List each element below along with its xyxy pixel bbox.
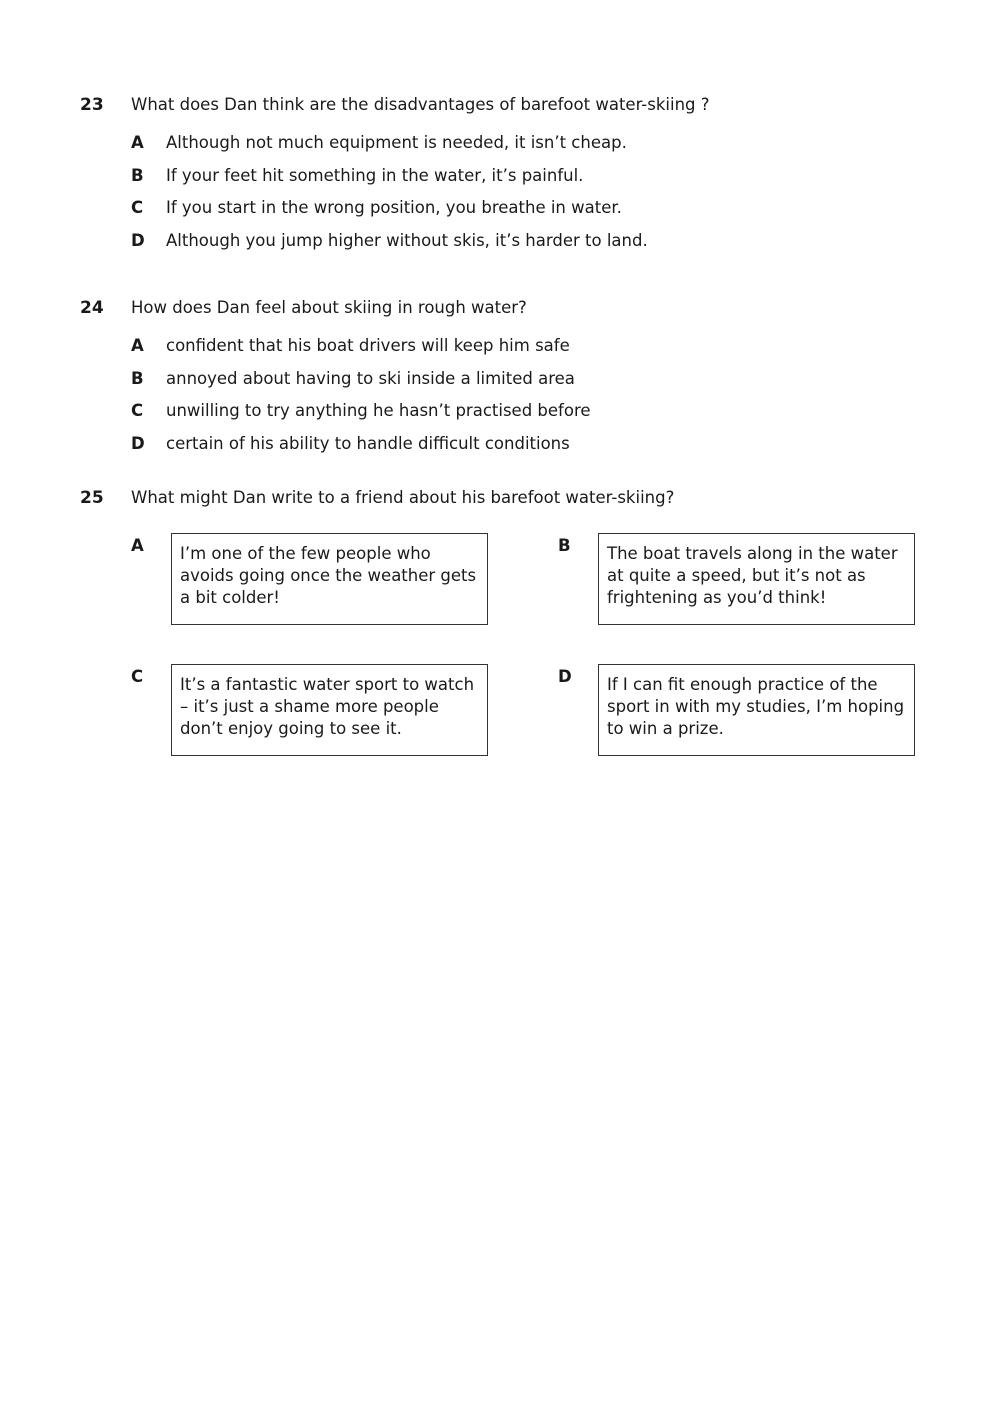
quote-line: avoids going once the weather gets <box>180 566 477 585</box>
option-text: If you start in the wrong position, you breathe in water. <box>166 198 622 217</box>
option-text: annoyed about having to ski inside a limited area <box>166 368 575 388</box>
question-text: What might Dan write to a friend about his barefoot water-skiing? <box>131 488 675 507</box>
option-text: confident that his boat drivers will keep him safe <box>166 336 570 355</box>
option-letter: B <box>558 536 571 555</box>
option-d[interactable] <box>80 431 960 464</box>
question-23 <box>80 92 960 260</box>
option-c[interactable] <box>80 195 960 228</box>
quote-line: sport in with my studies, I’m hoping <box>607 697 905 716</box>
option-letter: C <box>131 667 144 686</box>
option-letter: A <box>131 133 144 152</box>
option-letter: A <box>131 536 144 555</box>
option-a[interactable] <box>80 130 960 163</box>
question-header <box>80 295 960 325</box>
quote-line: If I can fit enough practice of the <box>607 675 878 694</box>
quote-box <box>171 664 488 756</box>
quote-box <box>598 664 915 756</box>
quote-line: a bit colder! <box>180 588 280 607</box>
quote-box <box>598 533 915 625</box>
option-letter: A <box>131 336 144 355</box>
option-c[interactable] <box>80 398 960 431</box>
quote-line: frightening as you’d think! <box>607 588 827 607</box>
option-letter: B <box>131 165 144 185</box>
question-24 <box>80 295 960 463</box>
option-b[interactable] <box>80 366 960 399</box>
option-d[interactable] <box>80 228 960 261</box>
option-b[interactable] <box>80 163 960 196</box>
question-number: 25 <box>80 488 104 508</box>
option-text: Although you jump higher without skis, it’s harder to land. <box>166 230 648 250</box>
option-letter: B <box>131 368 144 388</box>
quote-line: don’t enjoy going to see it. <box>180 719 402 738</box>
quote-box <box>171 533 488 625</box>
quote-line: I’m one of the few people who <box>180 544 431 563</box>
option-letter: C <box>131 198 144 217</box>
question-text: What does Dan think are the disadvantages of barefoot water-skiing ? <box>131 95 710 114</box>
option-letter: D <box>131 433 145 453</box>
question-text: How does Dan feel about skiing in rough water? <box>131 298 527 317</box>
quote-line: to win a prize. <box>607 719 724 738</box>
option-text: certain of his ability to handle difficult conditions <box>166 433 570 453</box>
quote-line: The boat travels along in the water <box>607 544 898 563</box>
quote-line: at quite a speed, but it’s not as <box>607 566 866 585</box>
option-a[interactable] <box>80 333 960 366</box>
option-letter: D <box>131 230 145 250</box>
question-header <box>80 485 960 515</box>
option-letter: C <box>131 401 144 420</box>
quote-line: – it’s just a shame more people <box>180 697 439 716</box>
option-text: If your feet hit something in the water, it’s painful. <box>166 165 584 185</box>
question-number: 23 <box>80 95 104 115</box>
option-letter: D <box>558 667 572 686</box>
question-header <box>80 92 960 122</box>
option-text: Although not much equipment is needed, it isn’t cheap. <box>166 133 627 152</box>
question-25 <box>80 485 960 515</box>
option-text: unwilling to try anything he hasn’t practised before <box>166 401 591 420</box>
question-number: 24 <box>80 298 104 318</box>
quote-line: It’s a fantastic water sport to watch <box>180 675 475 694</box>
